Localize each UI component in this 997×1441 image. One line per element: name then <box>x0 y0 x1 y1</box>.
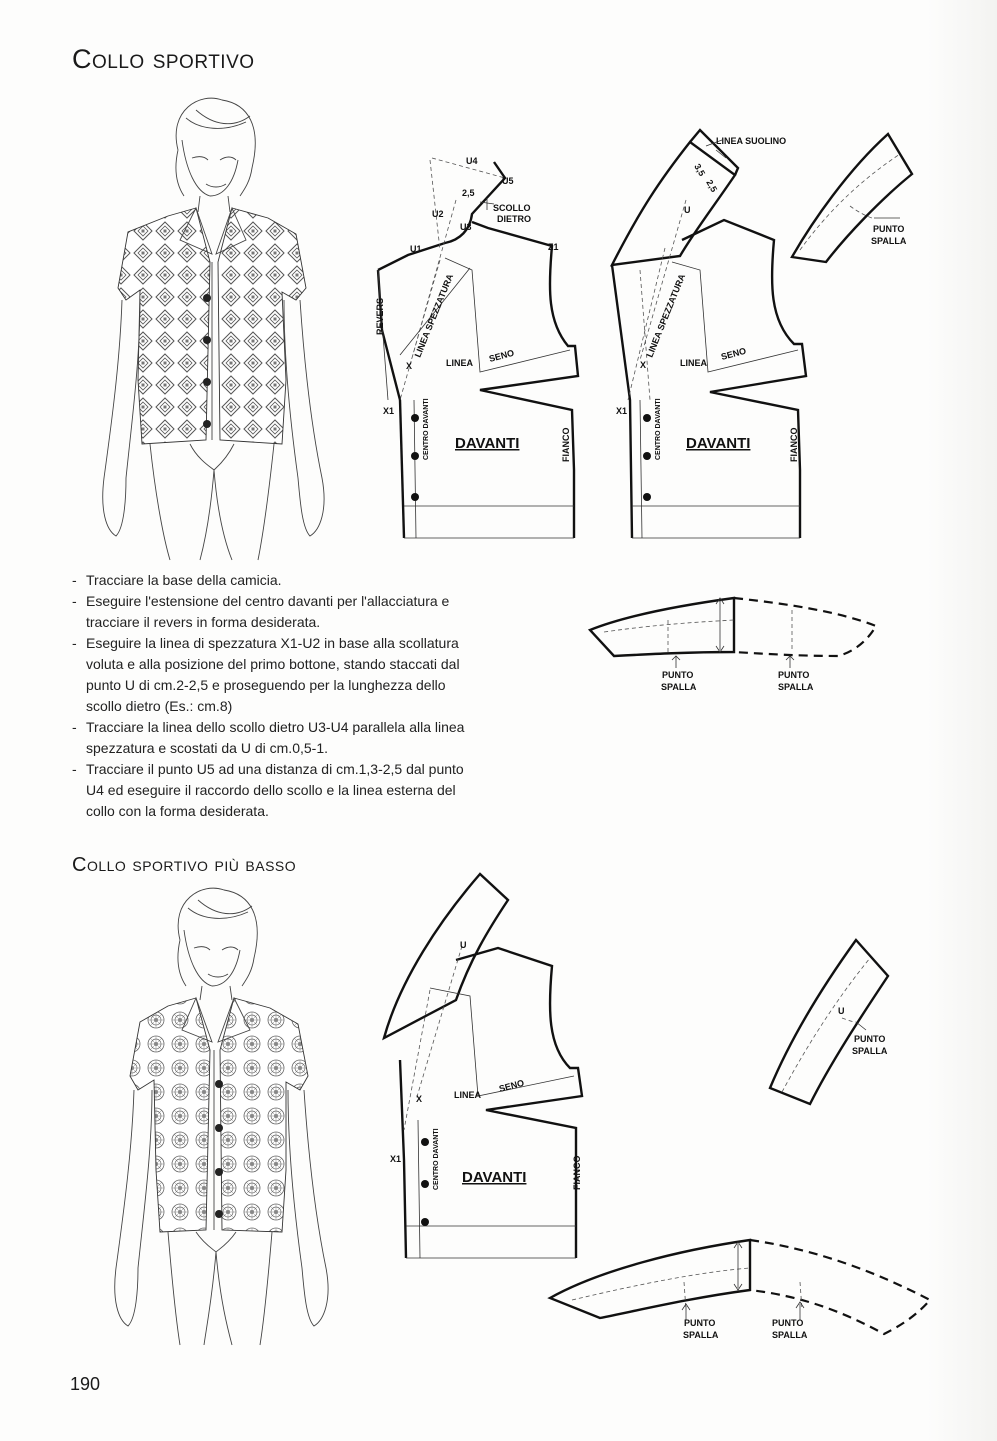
label-seno-3: SENO <box>497 1077 526 1094</box>
label-punto-e: PUNTO <box>772 1318 804 1328</box>
label-x1: X1 <box>383 406 395 416</box>
label-x-2: X <box>640 360 647 370</box>
label-fianco-2: FIANCO <box>789 427 799 462</box>
instruction-step: - Tracciare la base della camicia. <box>72 570 482 591</box>
collar-flat-bottom <box>550 1240 930 1340</box>
label-linea-3: LINEA <box>454 1090 481 1100</box>
label-spalla-c: SPALLA <box>852 1046 888 1056</box>
label-fianco: FIANCO <box>561 427 571 462</box>
page-number: 190 <box>70 1374 101 1394</box>
label-punto-b: PUNTO <box>778 670 810 680</box>
label-spalla: SPALLA <box>871 236 907 246</box>
label-linea-2: LINEA <box>680 358 707 368</box>
label-spalla-a: SPALLA <box>661 682 697 692</box>
label-dietro: DIETRO <box>497 214 532 224</box>
label-punto: PUNTO <box>873 224 905 234</box>
label-u-collar: U <box>838 1006 845 1016</box>
instruction-step: - Tracciare il punto U5 ad una distanza di cm.1,3-2,5 dal punto U4 ed eseguire il raccordo dello scollo e la linea esterna del collo con la forma desiderata. <box>72 759 482 822</box>
label-spalla-d: SPALLA <box>683 1330 719 1340</box>
pattern-diagram-2 <box>612 130 806 538</box>
label-linea-spezzatura-2: LINEA SPEZZATURA <box>644 272 688 359</box>
label-dim-25-b: 2,5 <box>704 178 720 194</box>
instruction-step: - Eseguire l'estensione del centro davanti per l'allacciatura e tracciare il revers in forma desiderata. <box>72 591 482 633</box>
label-spalla-b: SPALLA <box>778 682 814 692</box>
label-revers: REVERS <box>375 297 385 335</box>
label-punto-d: PUNTO <box>684 1318 716 1328</box>
label-linea-suolino: LINEA SUOLINO <box>716 136 787 146</box>
pattern-diagram-3 <box>384 874 582 1258</box>
instruction-step: - Tracciare la linea dello scollo dietro U3-U4 parallela alla linea spezzatura e scostati da U di cm.0,5-1. <box>72 717 482 759</box>
label-centro-davanti: CENTRO DAVANTI <box>423 398 430 460</box>
fashion-figure-2 <box>115 888 328 1345</box>
label-dim-25: 2,5 <box>462 188 475 198</box>
label-davanti-2: DAVANTI <box>686 435 751 452</box>
instruction-step: - Eseguire la linea di spezzatura X1-U2 in base alla scollatura voluta e alla posizione del primo bottone, stando staccati dal punto U di cm.2-2,5 e proseguendo per la lunghezza dello scollo dietro (Es.: cm.8) <box>72 633 482 717</box>
label-spalla-e: SPALLA <box>772 1330 808 1340</box>
label-scollo: SCOLLO <box>493 203 531 213</box>
label-seno-2: SENO <box>719 345 748 362</box>
label-u1: U1 <box>410 244 422 254</box>
pattern-diagram-1 <box>375 156 578 538</box>
label-fianco-3: FIANCO <box>572 1155 582 1190</box>
label-seno: SENO <box>487 347 516 364</box>
label-u-bottom: U <box>460 940 467 950</box>
label-punto-c: PUNTO <box>854 1034 886 1044</box>
label-centro-davanti-3: CENTRO DAVANTI <box>433 1128 440 1190</box>
section-title-collo-sportivo-basso: Collo sportivo più basso <box>72 854 297 876</box>
collar-flat-middle <box>590 598 876 692</box>
label-u4: U4 <box>466 156 478 166</box>
label-x1-3: X1 <box>390 1154 402 1164</box>
label-centro-davanti-2: CENTRO DAVANTI <box>655 398 662 460</box>
label-x1-2: X1 <box>616 406 628 416</box>
label-x: X <box>406 361 413 371</box>
label-davanti: DAVANTI <box>455 435 520 452</box>
label-punto-a: PUNTO <box>662 670 694 680</box>
label-davanti-3: DAVANTI <box>462 1169 527 1186</box>
label-linea-spezzatura: LINEA SPEZZATURA <box>412 272 456 359</box>
label-linea: LINEA <box>446 358 473 368</box>
label-dim-35: 3,5 <box>692 162 708 178</box>
collar-piece-bottom <box>770 940 888 1104</box>
label-u5: U5 <box>502 176 514 186</box>
collar-piece-top <box>792 134 912 262</box>
fashion-figure-1 <box>103 98 324 560</box>
label-u2: U2 <box>432 209 444 219</box>
label-u3: U3 <box>460 222 472 232</box>
label-u-top: U <box>684 205 691 215</box>
label-z1: Z1 <box>548 242 559 252</box>
section-title-collo-sportivo: Collo sportivo <box>72 44 255 74</box>
label-x-3: X <box>416 1094 423 1104</box>
